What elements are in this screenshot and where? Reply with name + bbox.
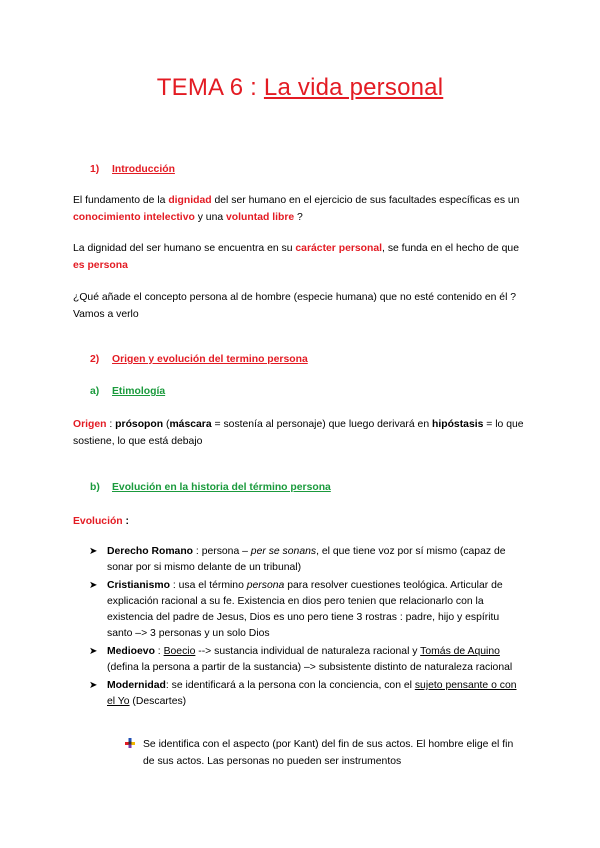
p1-voluntad: voluntad libre — [226, 212, 295, 223]
title-prefix: TEMA 6 : — [156, 74, 258, 101]
bullet-3-head: Medioevo — [107, 646, 155, 657]
bullet-3-text-a: : — [154, 646, 164, 657]
section-2-heading — [90, 354, 308, 365]
section-1-heading — [90, 164, 175, 175]
bullet-4-text-a: : se identificará a la persona con la conciencia, con el — [165, 680, 415, 691]
p4-origen: Origen — [73, 419, 107, 430]
sub-bullet — [125, 736, 525, 770]
page-title — [0, 74, 600, 102]
list-item — [89, 544, 527, 576]
arrow-bullet-icon: ➤ — [89, 546, 98, 557]
p4-text-d: ( — [163, 419, 170, 430]
p1-text-a: El fundamento de la — [73, 195, 169, 206]
subsection-a-number: a) — [90, 386, 100, 397]
arrow-bullet-icon: ➤ — [89, 580, 98, 591]
bullet-3-text-b: --> sustancia individual de naturaleza racional y — [195, 646, 421, 657]
four-color-bullet-icon — [125, 738, 135, 748]
p2-text-c: , se funda en el hecho de que — [382, 243, 519, 254]
evolution-word: Evolución — [73, 516, 123, 527]
bullet-4-head: Modernidad — [107, 680, 166, 691]
subsection-a-heading — [90, 386, 165, 397]
bullet-1-head: Derecho Romano — [107, 546, 194, 557]
p4-hipostasis: hipóstasis — [432, 419, 484, 430]
bullet-2-text-a: : usa el término — [169, 580, 247, 591]
bullet-3-boecio: Boecio — [163, 646, 196, 657]
section-2-number: 2) — [90, 354, 100, 365]
p1-text-g: ? — [294, 212, 303, 223]
sub-bullet-text: Se identifica con el aspecto (por Kant) del fin de sus actos. El hombre elige el fin de sus actos. Las personas no pueden ser instrumentos — [143, 739, 514, 767]
section-1-label: Introducción — [112, 164, 175, 175]
p2-caracter: carácter personal — [295, 243, 383, 254]
subsection-b-number: b) — [90, 482, 100, 493]
p1-dignidad: dignidad — [168, 195, 212, 206]
paragraph-origin — [73, 416, 531, 450]
bullet-1-text-a: : persona – — [193, 546, 251, 557]
list-item — [89, 578, 527, 642]
subsection-b-heading — [90, 482, 331, 493]
p1-text-c: del ser humano en el ejercicio de sus facultades específicas es un — [211, 195, 520, 206]
section-1-number: 1) — [90, 164, 100, 175]
bullet-2-text-b: para resolver cuestiones teológica. Articular de explicación racional a su fe. Existencia en dios pero tenien que relacionarlo con la existencia del padre de Jesus, Dios es uno pero tiene 3 rostras : padre, hijo y espíritu santo –> 3 personas y un solo Dios — [107, 580, 503, 639]
p2-es-persona: es persona — [73, 260, 128, 271]
p1-text-e: y una — [194, 212, 227, 223]
list-item — [89, 644, 527, 676]
paragraph-intro — [73, 192, 531, 226]
p2-text-a: La dignidad del ser humano se encuentra en su — [73, 243, 296, 254]
p1-conocimiento: conocimiento intelectivo — [73, 212, 195, 223]
list-item — [89, 678, 527, 710]
evolution-list — [89, 544, 527, 712]
p4-prosopon: prósopon — [115, 419, 164, 430]
evolution-colon: : — [122, 516, 130, 527]
p4-text-f: = sostenía al personaje) que luego derivará en — [211, 419, 432, 430]
arrow-bullet-icon: ➤ — [89, 680, 98, 691]
subsection-b-label: Evolución en la historia del término persona — [112, 482, 331, 493]
p4-text-b: : — [106, 419, 116, 430]
section-2-label: Origen y evolución del termino persona — [112, 354, 308, 365]
evolution-label — [73, 513, 531, 530]
paragraph-question: ¿Qué añade el concepto persona al de hombre (especie humana) que no esté contenido en él ? Vamos a verlo — [73, 292, 517, 320]
p4-text-h: = lo que sostiene, lo que está debajo — [73, 419, 524, 447]
title-main: La vida personal — [263, 74, 444, 101]
p4-mascara: máscara — [169, 419, 212, 430]
bullet-2-italic: persona — [246, 580, 285, 591]
arrow-bullet-icon: ➤ — [89, 646, 98, 657]
subsection-a-label: Etimología — [112, 386, 166, 397]
paragraph-dignity — [73, 240, 531, 274]
bullet-1-italic: per se sonans — [250, 546, 317, 557]
bullet-1-text-b: , el que tiene voz por sí mismo (capaz de sonar por si mismo delante de un tribunal) — [107, 546, 506, 573]
bullet-4-sujeto: sujeto pensante o con el Yo — [107, 680, 517, 707]
bullet-3-text-c: (defina la persona a partir de la sustancia) –> subsistente distinto de naturaleza racional — [107, 662, 513, 673]
bullet-3-tomas: Tomás de Aquino — [420, 646, 500, 657]
bullet-2-head: Cristianismo — [107, 580, 170, 591]
bullet-4-text-b: (Descartes) — [129, 696, 187, 707]
